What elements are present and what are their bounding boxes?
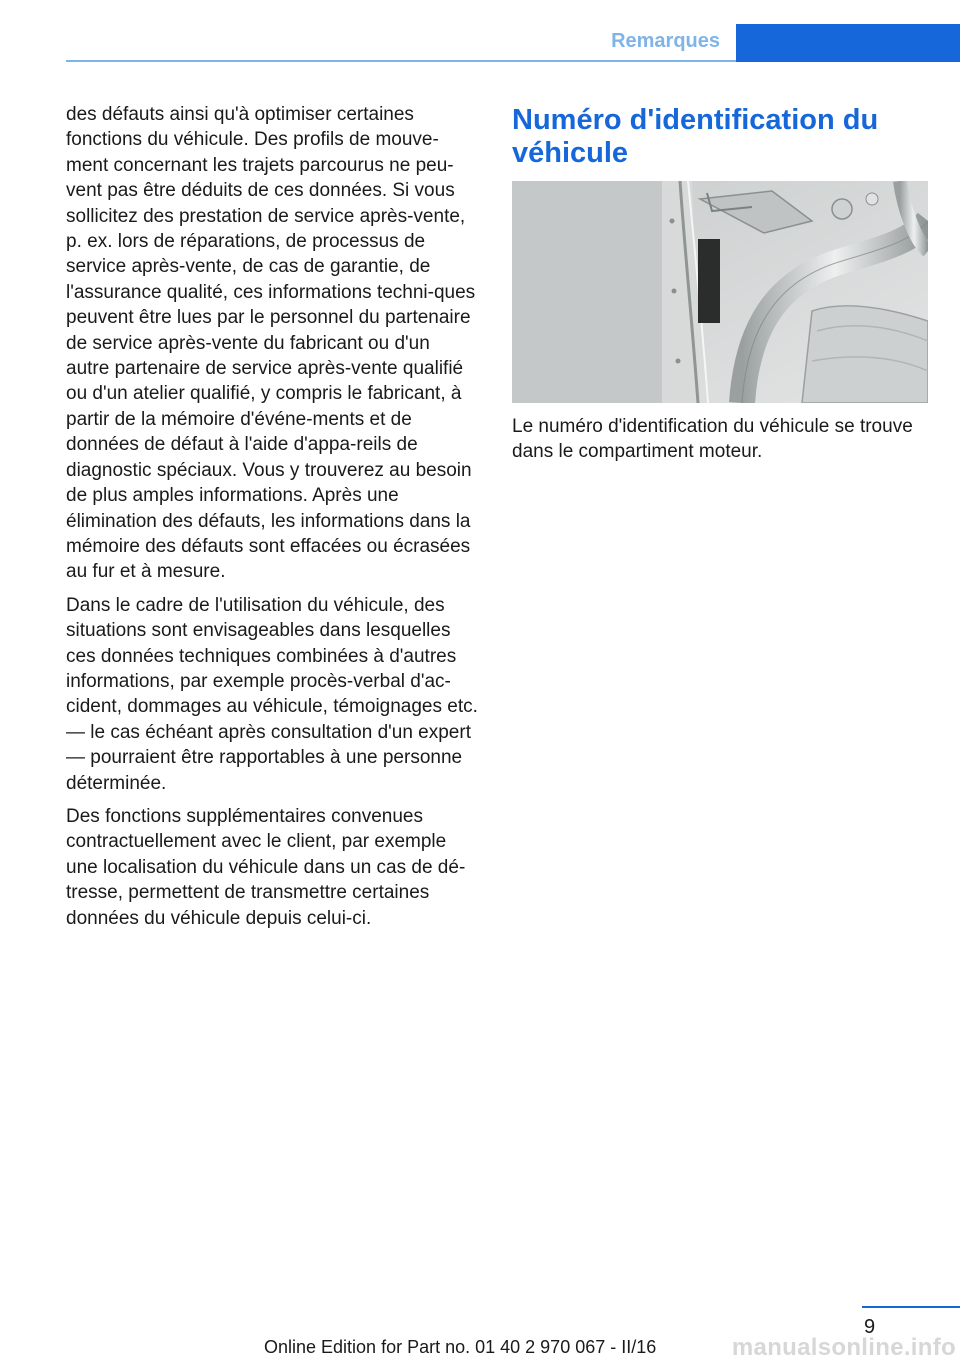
watermark: manualsonline.info [731, 1334, 956, 1361]
section-header-title: Remarques [611, 30, 720, 52]
left-column [66, 102, 478, 939]
vin-location-text: Le numéro d'identification du véhicule se trouve dans le compartiment moteur. [512, 416, 913, 463]
engine-compartment-image [512, 181, 928, 403]
vin-section-heading: Numéro d'identification du véhicule [512, 104, 879, 169]
header-color-block [736, 24, 960, 62]
vin-plate [698, 239, 720, 323]
paragraph-2: Dans le cadre de l'utilisation du véhicule, des situations sont envisageables dans lesquelles ces données techniques combinées à d'autres informations, par exemple procès-verbal d'ac-cident, dommages au véhicule, témoignages etc. — le cas échéant après consultation d'un expert — pourraient être rapportables à une personne déterminée. [66, 594, 478, 794]
footer-rule [862, 1306, 960, 1308]
edition-text: Online Edition for Part no. 01 40 2 970 067 - II/16 [264, 1337, 657, 1357]
engine-compartment-illustration [512, 181, 928, 403]
page-number: 9 [864, 1316, 876, 1338]
paragraph-1: des défauts ainsi qu'à optimiser certaines fonctions du véhicule. Des profils de mouve-ment concernant les trajets parcourus ne peu-vent pas être déduits de ces données. Si vous sollicitez des prestation de service après-vente, p. ex. lors de réparations, de processus de service après-vente, de cas de garantie, de l'assurance qualité, ces informations techni-ques peuvent être lues par le personnel du partenaire de service après-vente du fabricant ou d'un autre partenaire de service après-vente qualifié ou d'un atelier qualifié, y compris le fabricant, à partir de la mémoire d'événe-ments et de données de défaut à l'aide d'appa-reils de diagnostic spéciaux. Vous y trouverez au besoin de plus amples informations. Après une élimination des défauts, les informations dans la mémoire des défauts sont effacées ou écrasées au fur et à mesure. [66, 104, 476, 583]
paragraph-3: Des fonctions supplémentaires convenues contractuellement avec le client, par exemple une localisation du véhicule dans un cas de dé-tresse, permettent de transmettre certaines données du véhicule depuis celui-ci. [66, 805, 466, 929]
header-rule [66, 60, 736, 62]
